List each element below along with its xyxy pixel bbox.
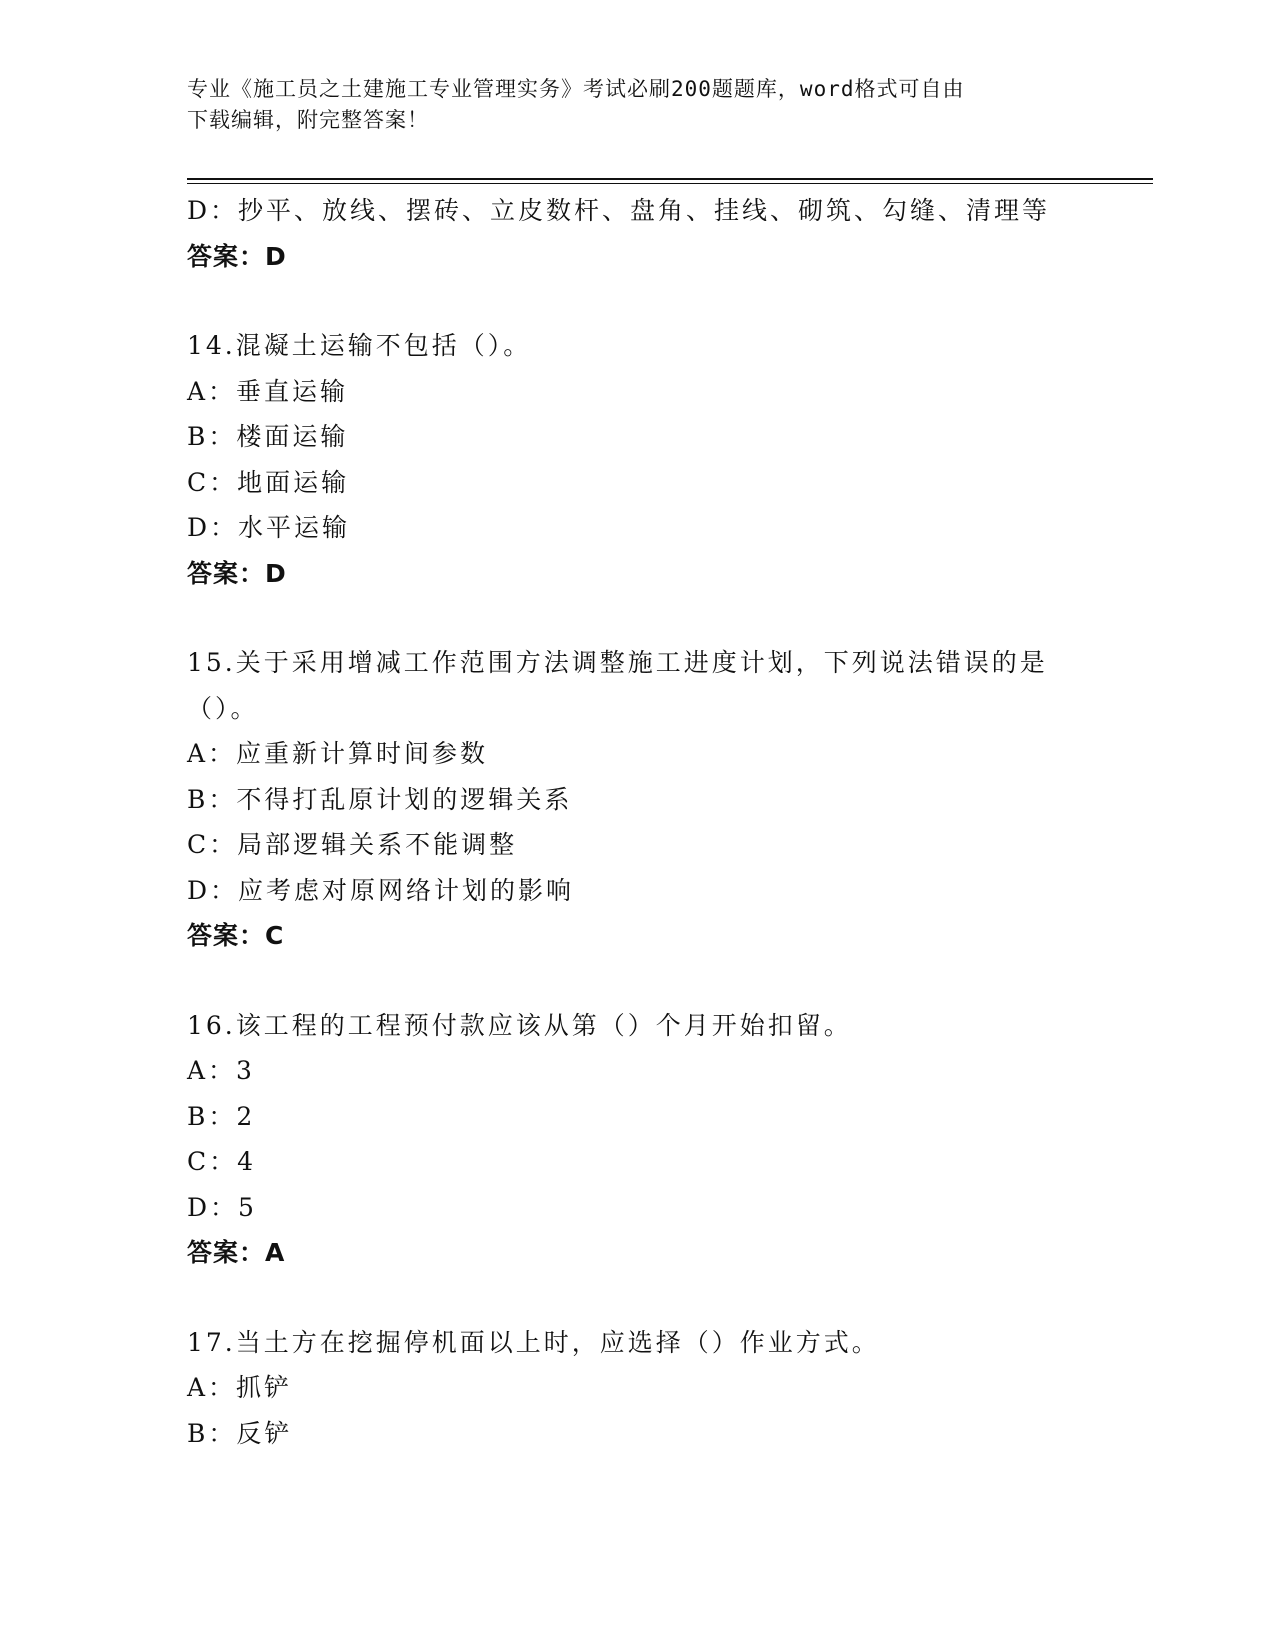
option-a: A：应重新计算时间参数: [187, 739, 489, 768]
answer: 答案：D: [187, 241, 287, 271]
header-divider: [187, 178, 1153, 184]
option-d: D：抄平、放线、摆砖、立皮数杆、盘角、挂线、砌筑、勾缝、清理等: [187, 196, 1051, 225]
header-line-1: 专业《施工员之土建施工专业管理实务》考试必刷200题题库，word格式可自由: [187, 77, 965, 101]
header-line-2: 下载编辑，附完整答案！: [187, 108, 429, 132]
option-c: C：局部逻辑关系不能调整: [187, 830, 518, 859]
answer: 答案：C: [187, 921, 285, 950]
question-content: [187, 188, 1087, 1456]
option-a: A：3: [187, 1056, 255, 1085]
question-16: [187, 1003, 1087, 1276]
question-stem: 14.混凝土运输不包括（）。: [187, 331, 532, 360]
option-d: D：5: [187, 1192, 257, 1222]
option-d: D：应考虑对原网络计划的影响: [187, 875, 575, 905]
document-header: [187, 74, 1067, 136]
option-b: B：反铲: [187, 1418, 293, 1448]
option-a: A：抓铲: [187, 1373, 293, 1402]
option-b: B：2: [187, 1101, 256, 1131]
option-a: A：垂直运输: [187, 376, 349, 406]
question-14: [187, 323, 1087, 596]
option-c: C：4: [187, 1147, 257, 1176]
question-stem-line-2: （）。: [187, 693, 259, 723]
question-15: [187, 640, 1087, 959]
question-stem-line-1: 15.关于采用增减工作范围方法调整施工进度计划，下列说法错误的是: [187, 648, 1048, 677]
option-d: D：水平运输: [187, 513, 351, 542]
answer: 答案：D: [187, 558, 287, 588]
question-stem: 17.当土方在挖掘停机面以上时，应选择（）作业方式。: [187, 1327, 880, 1357]
question-stem: 16.该工程的工程预付款应该从第（）个月开始扣留。: [187, 1010, 852, 1040]
option-b: B：不得打乱原计划的逻辑关系: [187, 784, 573, 814]
option-b: B：楼面运输: [187, 422, 349, 451]
question-13-tail: [187, 188, 1087, 279]
option-c: C：地面运输: [187, 467, 350, 497]
answer: 答案：A: [187, 1238, 286, 1267]
question-17: [187, 1320, 1087, 1457]
